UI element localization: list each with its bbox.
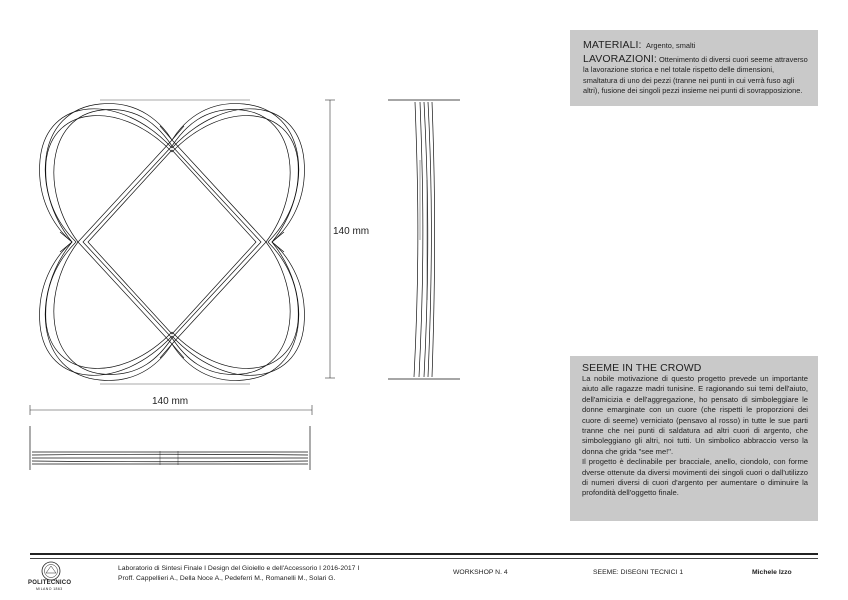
width-dimension-label: 140 mm: [152, 396, 189, 407]
concept-paragraph-2: Il progetto è declinabile per bracciale, anello, ciondolo, con forme dverse ottenute da diversi movimenti dei singoli cuori o dall'utilizzo di numeri diversi di cuori d'argento per aumentare o diminuire la profondità dell'oggetto finale.: [582, 457, 808, 498]
author-name: Michele Izzo: [752, 569, 792, 576]
workshop-number: WORKSHOP N. 4: [453, 569, 508, 576]
footer-divider: [30, 553, 818, 555]
top-view-drawing: [30, 426, 310, 470]
concept-title: SEEME IN THE CROWD: [582, 362, 702, 374]
politecnico-logo-icon: [40, 561, 62, 581]
height-dimension-label: 140 mm: [333, 226, 370, 237]
concept-panel: [570, 356, 818, 521]
logo-subtitle: MILANO 1863: [36, 587, 63, 591]
concept-paragraph-1: La nobile motivazione di questo progetto prevede un importante aiuto alle ragazze madri tunisine. E ragionando sui temi dell'aiuto, dell'amicizia e dell'aggregazione, ho pensato di simboleggiare le donne emarginate con un cuore (che rispetti le proporzioni dei cuore di seeme) verniciato (pensavo al rosso) in tutte le sue parti tranne che nei punti di saldatura ad altri cuori di argento, che simboleggiano gli altri, noi tutti. Un simbolico abbraccio verso la donna che grida "see me!".: [582, 374, 808, 456]
course-line-2: Proff. Cappellieri A., Della Noce A., Pedeferri M., Romanelli M., Solari G.: [118, 575, 336, 582]
materials-label: MATERIALI:: [583, 39, 642, 51]
logo-name: POLITECNICO: [28, 580, 72, 586]
height-dimension-line: [325, 100, 335, 378]
materials-panel: [570, 30, 818, 106]
side-view-drawing: [388, 100, 460, 379]
process-text: Ottenimento di diversi cuori seeme attraverso la lavorazione storica e nel totale rispetto delle dimensioni, smaltatura di uno dei pezzi (tranne nei punti in cui verrà fuso agli altri), fusione dei singoli pezzi insieme nei punti di sovrapposizione.: [583, 55, 808, 95]
process-label: LAVORAZIONI:: [583, 53, 657, 65]
footer-divider-thin: [30, 558, 818, 559]
sheet-title: SEEME: DISEGNI TECNICI 1: [593, 569, 684, 576]
materials-value: Argento, smalti: [646, 41, 696, 50]
course-line-1: Laboratorio di Sintesi Finale I Design del Gioiello e dell'Accessorio I 2016-2017 I: [118, 565, 360, 572]
front-view-drawing: [40, 100, 305, 384]
